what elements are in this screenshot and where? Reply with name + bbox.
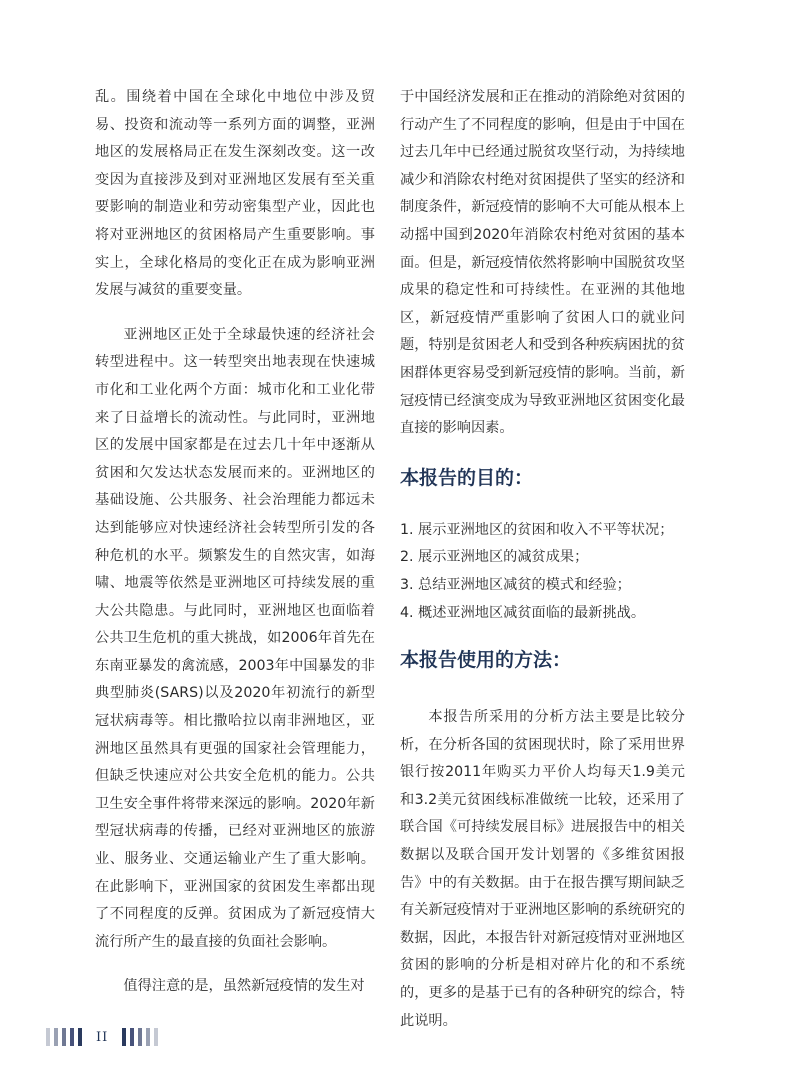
footer-bar xyxy=(146,1028,150,1046)
footer-bars-right xyxy=(122,1028,158,1046)
footer-bar xyxy=(54,1028,58,1046)
purpose-list-item: 4. 概述亚洲地区减贫面临的最新挑战。 xyxy=(400,604,646,621)
footer-bar xyxy=(122,1028,126,1046)
purpose-list-item: 2. 展示亚洲地区的减贫成果； xyxy=(400,549,589,566)
footer-bar xyxy=(46,1028,50,1046)
method-paragraph: 本报告所采用的分析方法主要是比较分析，在分析各国的贫困现状时，除了采用世界银行按2011年购买力平价人均每天1.9美元和3.2美元贫困线标准做统一比较，还采用了联合国《可持续发展目标》进展报告中的相关数据以及联合国开发计划署的《多维贫困报告》中的有关数据。由于在报告撰写期间缺乏有关新冠疫情对于亚洲地区影响的系统研究的数据，因此，本报告针对新冠疫情对亚洲地区贫困的影响的分析是相对碎片化的和不系统的，更多的是基于已有的各种研究的综合，特此说明。 xyxy=(400,709,685,1029)
purpose-heading: 本报告的目的： xyxy=(400,466,534,489)
left-paragraph-2: 亚洲地区正处于全球最快速的经济社会转型进程中。这一转型突出地表现在快速城市化和工业化两个方面：城市化和工业化带来了日益增长的流动性。与此同时，亚洲地区的发展中国家都是在过去几十年中逐渐从贫困和欠发达状态发展而来的。亚洲地区的基础设施、公共服务、社会治理能力都远未达到能够应对快速经济社会转型所引发的各种危机的水平。频繁发生的自然灾害，如海啸、地震等依然是亚洲地区可持续发展的重大公共隐患。与此同时，亚洲地区也面临着公共卫生危机的重大挑战，如2006年首先在东南亚暴发的禽流感，2003年中国暴发的非典型肺炎(SARS)以及2020年初流行的新型冠状病毒等。相比撒哈拉以南非洲地区，亚洲地区虽然具有更强的国家社会管理能力，但缺乏快速应对公共安全危机的能力。公共卫生安全事件将带来深远的影响。2020年新型冠状病毒的传播，已经对亚洲地区的旅游业、服务业、交通运输业产生了重大影响。在此影响下，亚洲国家的贫困发生率都出现了不同程度的反弹。贫困成为了新冠疫情大流行所产生的最直接的负面社会影响。 xyxy=(95,326,375,950)
footer-bar xyxy=(78,1028,82,1046)
right-paragraph-1: 于中国经济发展和正在推动的消除绝对贫困的行动产生了不同程度的影响，但是由于中国在过去几年中已经通过脱贫攻坚行动，为持续地减少和消除农村绝对贫困提供了坚实的经济和制度条件，新冠疫情的影响不大可能从根本上动摇中国到2020年消除农村绝对贫困的基本面。但是，新冠疫情依然将影响中国脱贫攻坚成果的稳定性和可持续性。在亚洲的其他地区，新冠疫情严重影响了贫困人口的就业问题，特别是贫困老人和受到各种疾病困扰的贫困群体更容易受到新冠疫情的影响。当前，新冠疫情已经演变成为导致亚洲地区贫困变化最直接的影响因素。 xyxy=(400,89,685,437)
footer-bar xyxy=(154,1028,158,1046)
purpose-list-item: 1. 展示亚洲地区的贫困和收入不平等状况； xyxy=(400,521,674,538)
purpose-list xyxy=(400,517,685,627)
purpose-list-item: 3. 总结亚洲地区减贫的模式和经验； xyxy=(400,576,631,593)
left-column xyxy=(95,84,375,1001)
left-paragraph-1: 乱。围绕着中国在全球化中地位中涉及贸易、投资和流动等一系列方面的调整，亚洲地区的发展格局正在发生深刻改变。这一改变因为直接涉及到对亚洲地区发展有至关重要影响的制造业和劳动密集型产业，因此也将对亚洲地区的贫困格局产生重要影响。事实上，全球化格局的变化正在成为影响亚洲发展与减贫的重要变量。 xyxy=(95,89,375,299)
method-heading: 本报告使用的方法： xyxy=(400,649,572,672)
left-paragraph-3: 值得注意的是，虽然新冠疫情的发生对 xyxy=(123,978,365,995)
page-number: II xyxy=(96,1029,109,1045)
page-footer xyxy=(46,1027,158,1047)
footer-bars-left xyxy=(46,1028,82,1046)
footer-bar xyxy=(130,1028,134,1046)
footer-bar xyxy=(138,1028,142,1046)
right-column xyxy=(400,84,685,1035)
footer-bar xyxy=(62,1028,66,1046)
footer-bar xyxy=(70,1028,74,1046)
